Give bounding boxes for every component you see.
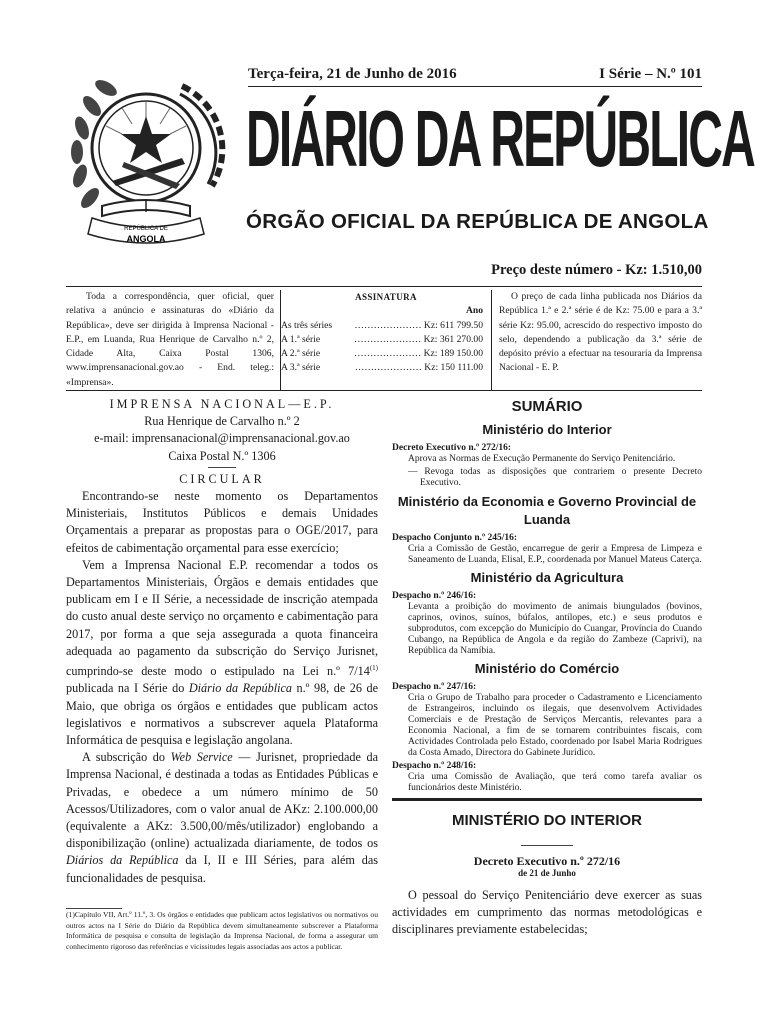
org-postbox: Caixa Postal N.º 1306 [168, 448, 276, 463]
org-email: e-mail: imprensanacional@imprensanacional.gov.ao [94, 431, 350, 446]
org-address: Rua Henrique de Carvalho n.º 2 [144, 414, 300, 429]
circular-paragraph-3: A subscrição do Web Service — Jurisnet, propriedade da Imprensa Nacional, é destinada a todas as Entidades Públicas e Privadas, e obedece a um número mínimo de 50 Acessos/Utilizadores, com o valor anual de AKz: 2.100.000,00 (equivalente a AKz: 3.500,00/mês/utilizador) englobando a disponibilização (online) actualizada diariamente, de todos os Diários da República da I, II e III Séries, para além das funcionalidades de pesquisa. [66, 750, 378, 885]
subscription-row: As três séries ………………… Kz: 611 799.50 [281, 319, 483, 331]
subscription-title: ASSINATURA [355, 292, 417, 302]
circular-paragraph-2: Vem a Imprensa Nacional E.P. recomendar a todos os Departamentos Ministeriais, Órgãos e demais entidades que publicam em I e II Série, a necessidade de inscrição atempada do custo anual deste serviço no orçamento e cabimentação para 2017, por forma a que seja assegurada a quota financeira adequada ao pagamento da subscrição do Serviço Jurisnet, cumprindo-se deste modo o estipulado na Lei n.º 7/14$^{(1)}$ publicada na I Série do Diário da República n.º 98, de 26 de Maio, que obriga os órgãos e entidades que publicam actos legislativos e normativos a subscrever aquela Plataforma Informática de pesquisa e legislação angolana. [66, 557, 378, 747]
decree-head: Despacho n.º 248/16: [392, 761, 477, 771]
coat-of-arms-emblem [62, 66, 228, 250]
decree-head: Despacho n.º 246/16: [392, 591, 477, 601]
ministry-heading: Ministério da Agricultura [470, 570, 624, 585]
circular-heading: CIRCULAR [179, 471, 265, 486]
decree-summary: Aprova as Normas de Execução Permanente do Serviço Penitenciário. [408, 454, 676, 464]
decree-summary: Cria uma Comissão de Avaliação, que terá como tarefa avaliar os funcionários deste Ministério. [408, 772, 702, 793]
decree-summary: Levanta a proibição do movimento de animais biungulados (bovinos, caprinos, ovinos, suínos, búfalos, antílopes, etc.) e seus produtos e subprodutos, com excepção do Município do Cuangar, Província do Cuando Cubango, na República de Angola e da região do Zambeze (Caprivi), na República da Namíbia. [408, 602, 702, 656]
org-name: IMPRENSA NACIONAL—E.P. [109, 397, 335, 411]
header-rule [248, 86, 702, 87]
emblem-label-1: REPÚBLICA DE [124, 226, 168, 232]
ministry-heading: Ministério da Economia e Governo Provincial de Luanda [397, 494, 697, 527]
correspondence-text: Toda a correspondência, quer oficial, quer relativa a anúncio e assinaturas do «Diário da República», deve ser dirigida à Imprensa Nacional - E.P., em Luanda, Rua Henrique de Carvalho n.º 2, Cidade Alta, Caixa Postal 1306, www.imprensanacional.gov.ao - End. teleg.: «Imprensa». [66, 291, 274, 388]
footnote-rule [66, 908, 122, 909]
subscription-table [281, 290, 492, 391]
decree-title: Decreto Executivo n.º 272/16 [473, 854, 621, 868]
line-price-text: O preço de cada linha publicada nos Diários da República 1.ª e 2.ª série é de Kz: 75.00 e para a 3.ª série Kz: 95.00, acrescido do respectivo imposto do selo, dependendo a publicação da 3.ª série de depósito prévio a efectuar na tesouraria da Imprensa Nacional - E. P. [499, 291, 702, 374]
price-rule [66, 286, 702, 287]
decree-summary: Cria o Grupo de Trabalho para proceder o Cadastramento e Licenciamento de Estrangeiros, incluindo os ilegais, que desenvolvem Actividades Comerciais e de Prestação de Serviços Mercantis, relevantes para a Economia Nacional, a fim de se tornarem contribuintes fiscais, com Actividades Controlada pelo Estado, coordenado por Isabel Maria Rodrigues da Costa Amado, Directora do Gabinete Jurídico. [408, 693, 702, 758]
decree-preamble: O pessoal do Serviço Penitenciário deve exercer as suas actividades em cumprimento das normas metodológicas e disciplinares previamente estabelecidas; [392, 888, 702, 937]
issue-date: Terça-feira, 21 de Junho de 2016 [248, 66, 457, 82]
subscription-row: A 1.ª série ………………… Kz: 361 270.00 [281, 333, 483, 345]
decree-head: Despacho n.º 247/16: [392, 682, 477, 692]
correspondence-info [66, 290, 281, 391]
subscription-row: A 2.ª série ………………… Kz: 189 150.00 [281, 348, 483, 360]
masthead-subtitle: ÓRGÃO OFICIAL DA REPÚBLICA DE ANGOLA [246, 210, 709, 233]
circular-paragraph-1: Encontrando-se neste momento os Departamentos Ministeriais, Institutos Públicos e demais Unidades Orçamentais a preparar as propostas para o OGE/2017, para efeitos de cabimentação orçamental para esse exercício; [66, 489, 378, 555]
right-column [392, 396, 702, 939]
subscription-year-header: Ano [465, 305, 483, 317]
divider [521, 845, 573, 846]
subscription-row: A 3.ª série ………………… Kz: 150 111.00 [281, 362, 483, 374]
decree-date: de 21 de Junho [518, 868, 576, 878]
line-price-info [499, 290, 702, 391]
issue-series-number: I Série – N.º 101 [599, 66, 702, 82]
issue-price: Preço deste número - Kz: 1.510,00 [491, 262, 702, 278]
ministry-heading: Ministério do Interior [482, 422, 612, 437]
emblem-label-2: ANGOLA [126, 234, 166, 244]
masthead-title: DIÁRIO DA REPÚBLICA [246, 94, 755, 183]
footnote: (1)Capítulo VII, Art.º 11.º, 3. Os órgãos e entidades que publicam actos legislativos ou normativos ou outros actos na I Série do Diário da República devem simultaneamente subscrever a Plataforma Informática de pesquisa e consulta de legislação da Imprensa Nacional, de forma a assegurar um conhecimento rigoroso das referências e vicissitudes legais associadas aos actos a publicar. [66, 910, 378, 951]
decree-summary-extra: — Revoga todas as disposições que contrariem o presente Decreto Executivo. [408, 467, 702, 488]
left-column [66, 396, 378, 887]
decree-summary: Cria a Comissão de Gestão, encarregue de gerir a Empresa de Limpeza e Saneamento de Luanda, Elisal, E.P., coordenada por Manuel Mateus Caterça. [408, 544, 702, 565]
section-rule [392, 798, 702, 801]
summary-title: SUMÁRIO [511, 398, 583, 415]
ministry-section-title: MINISTÉRIO DO INTERIOR [451, 812, 642, 829]
ministry-heading: Ministério do Comércio [474, 661, 620, 676]
decree-head: Despacho Conjunto n.º 245/16: [392, 533, 518, 543]
infobox-bottom-rule [66, 390, 702, 391]
divider [208, 467, 236, 468]
decree-head: Decreto Executivo n.º 272/16: [392, 443, 512, 453]
